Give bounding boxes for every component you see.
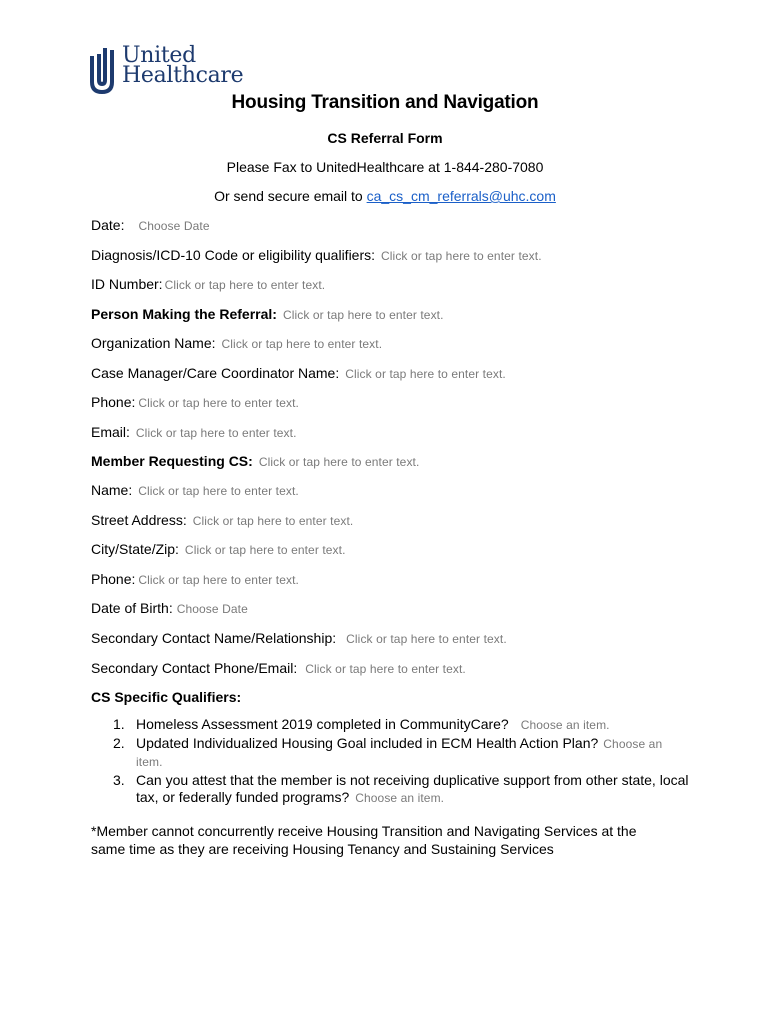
city-state-zip-field	[91, 541, 346, 557]
referrer-field	[91, 306, 444, 322]
email-instructions	[0, 188, 770, 204]
qualifiers-heading: CS Specific Qualifiers:	[91, 689, 242, 705]
qualifier-text: Can you attest that the member is not receiving duplicative support from other state, local tax, or federally funded programs?	[136, 772, 689, 805]
concurrency-note: *Member cannot concurrently receive Housing Transition and Navigating Services at the same time as they are receiving Housing Tenancy and Sustaining Services	[91, 823, 637, 857]
case-manager-label: Case Manager/Care Coordinator Name:	[91, 365, 340, 381]
id-number-input[interactable]: Click or tap here to enter text.	[164, 278, 326, 292]
member-name-input[interactable]: Click or tap here to enter text.	[138, 484, 299, 498]
member-phone-input[interactable]: Click or tap here to enter text.	[138, 573, 299, 587]
member-input[interactable]: Click or tap here to enter text.	[258, 455, 420, 469]
referrer-phone-field	[91, 394, 299, 410]
secondary-contact-phone-label: Secondary Contact Phone/Email:	[91, 660, 298, 676]
date-picker[interactable]: Choose Date	[138, 219, 210, 233]
street-address-input[interactable]: Click or tap here to enter text.	[192, 514, 354, 528]
street-address-field	[91, 512, 353, 528]
list-item	[91, 716, 691, 734]
date-of-birth-field	[91, 600, 248, 616]
member-label: Member Requesting CS:	[91, 453, 253, 469]
member-name-field	[91, 482, 299, 498]
diagnosis-input[interactable]: Click or tap here to enter text.	[381, 249, 542, 263]
qualifier-text: Updated Individualized Housing Goal included in ECM Health Action Plan?	[136, 735, 599, 751]
member-phone-field	[91, 571, 299, 587]
logo-line-2: Healthcare	[122, 63, 244, 88]
uhc-logo-mark-icon	[88, 46, 116, 96]
member-phone-label: Phone:	[91, 571, 136, 587]
organization-label: Organization Name:	[91, 335, 216, 351]
referrer-phone-input[interactable]: Click or tap here to enter text.	[138, 396, 299, 410]
qualifier-dropdown[interactable]: Choose an item.	[520, 718, 610, 732]
diagnosis-field	[91, 247, 542, 263]
list-item-number: 1.	[113, 716, 125, 732]
email-prefix: Or send secure email to	[214, 188, 367, 204]
secondary-contact-input[interactable]: Click or tap here to enter text.	[346, 632, 507, 646]
organization-input[interactable]: Click or tap here to enter text.	[221, 337, 383, 351]
secondary-contact-label: Secondary Contact Name/Relationship:	[91, 630, 337, 646]
form-title: Housing Transition and Navigation	[231, 92, 539, 113]
case-manager-field	[91, 365, 506, 381]
qualifier-dropdown[interactable]: Choose an item.	[136, 737, 663, 769]
secondary-contact-phone-input[interactable]: Click or tap here to enter text.	[305, 662, 466, 676]
member-name-label: Name:	[91, 482, 133, 498]
referrer-input[interactable]: Click or tap here to enter text.	[282, 308, 444, 322]
member-field	[91, 453, 419, 469]
referrer-phone-label: Phone:	[91, 394, 136, 410]
city-state-zip-input[interactable]: Click or tap here to enter text.	[184, 543, 346, 557]
form-subtitle: CS Referral Form	[327, 130, 443, 146]
list-item	[91, 772, 691, 807]
list-item-number: 2.	[113, 735, 125, 751]
fax-instructions: Please Fax to UnitedHealthcare at 1-844-280-7080	[226, 159, 544, 175]
unitedhealthcare-logo	[88, 43, 244, 98]
city-state-zip-label: City/State/Zip:	[91, 541, 179, 557]
organization-field	[91, 335, 382, 351]
referrer-label: Person Making the Referral:	[91, 306, 277, 322]
secondary-contact-field	[91, 630, 507, 646]
diagnosis-label: Diagnosis/ICD-10 Code or eligibility qualifiers:	[91, 247, 376, 263]
list-item-number: 3.	[113, 772, 125, 788]
secondary-contact-phone-field	[91, 660, 466, 676]
referrer-email-field	[91, 424, 297, 440]
referral-email-link[interactable]: ca_cs_cm_referrals@uhc.com	[366, 188, 556, 204]
id-number-label: ID Number:	[91, 276, 163, 292]
referrer-email-input[interactable]: Click or tap here to enter text.	[135, 426, 297, 440]
date-field	[91, 217, 210, 233]
date-of-birth-picker[interactable]: Choose Date	[176, 602, 248, 616]
case-manager-input[interactable]: Click or tap here to enter text.	[345, 367, 506, 381]
date-of-birth-label: Date of Birth:	[91, 600, 173, 616]
logo-line-1: United	[122, 43, 196, 68]
street-address-label: Street Address:	[91, 512, 187, 528]
date-label: Date:	[91, 217, 125, 233]
qualifier-text: Homeless Assessment 2019 completed in CommunityCare?	[136, 716, 509, 732]
list-item	[91, 735, 691, 771]
referrer-email-label: Email:	[91, 424, 130, 440]
qualifiers-list	[91, 716, 691, 808]
qualifier-dropdown[interactable]: Choose an item.	[355, 791, 445, 805]
id-number-field	[91, 276, 325, 292]
